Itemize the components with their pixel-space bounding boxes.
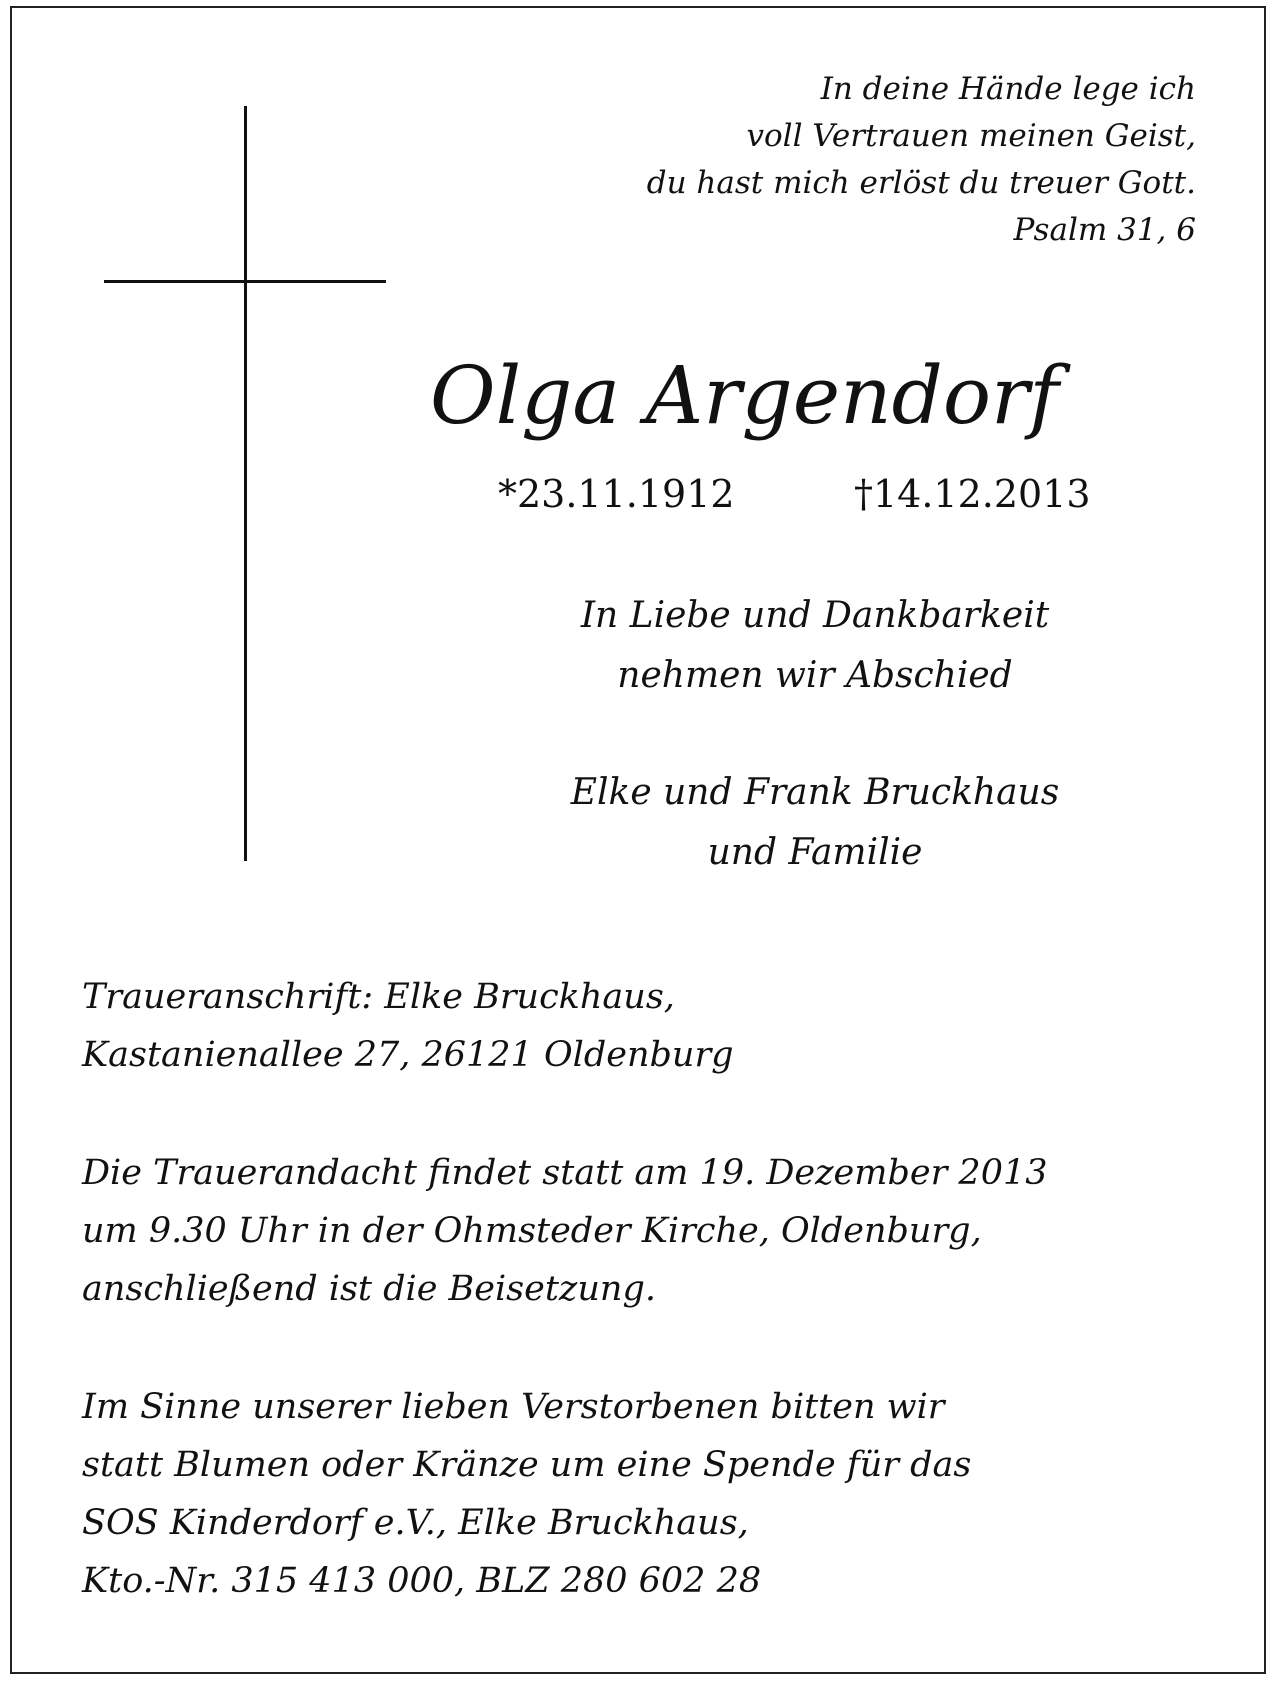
donation-request [82, 1378, 1222, 1610]
farewell-text [420, 586, 1210, 706]
mourning-address [82, 968, 1222, 1084]
quote-line: du hast mich erlöst du treuer Gott. [646, 165, 1196, 201]
address-line: Kastanienallee 27, 26121 Oldenburg [82, 1035, 734, 1075]
quote-line: In deine Hände lege ich [820, 71, 1196, 107]
birth-date: *23.11.1912 [498, 472, 735, 516]
signers-line: und Familie [707, 832, 923, 873]
quote-source: Psalm 31, 6 [1013, 212, 1196, 248]
cross-horizontal-bar [104, 280, 386, 283]
cross-vertical-bar [244, 106, 247, 861]
signers-line: Elke und Frank Bruckhaus [570, 772, 1060, 813]
death-date: †14.12.2013 [854, 472, 1091, 516]
quote-line: voll Vertrauen meinen Geist, [746, 118, 1196, 154]
address-line: Traueranschrift: Elke Bruckhaus, [82, 977, 675, 1017]
service-line: Die Trauerandacht findet statt am 19. Dezember 2013 [82, 1153, 1048, 1193]
service-line: anschließend ist die Beisetzung. [82, 1269, 656, 1309]
bible-quote [556, 66, 1196, 254]
deceased-name: Olga Argendorf [430, 349, 1059, 442]
donation-line: Im Sinne unserer lieben Verstorbenen bitten wir [82, 1387, 945, 1427]
donation-line: statt Blumen oder Kränze um eine Spende für das [82, 1445, 972, 1485]
service-line: um 9.30 Uhr in der Ohmsteder Kirche, Oldenburg, [82, 1211, 982, 1251]
service-info [82, 1144, 1222, 1318]
farewell-line: nehmen wir Abschied [617, 655, 1013, 696]
signers [420, 763, 1210, 883]
farewell-line: In Liebe und Dankbarkeit [580, 595, 1050, 636]
donation-line: Kto.-Nr. 315 413 000, BLZ 280 602 28 [82, 1561, 762, 1601]
donation-line: SOS Kinderdorf e.V., Elke Bruckhaus, [82, 1503, 749, 1543]
